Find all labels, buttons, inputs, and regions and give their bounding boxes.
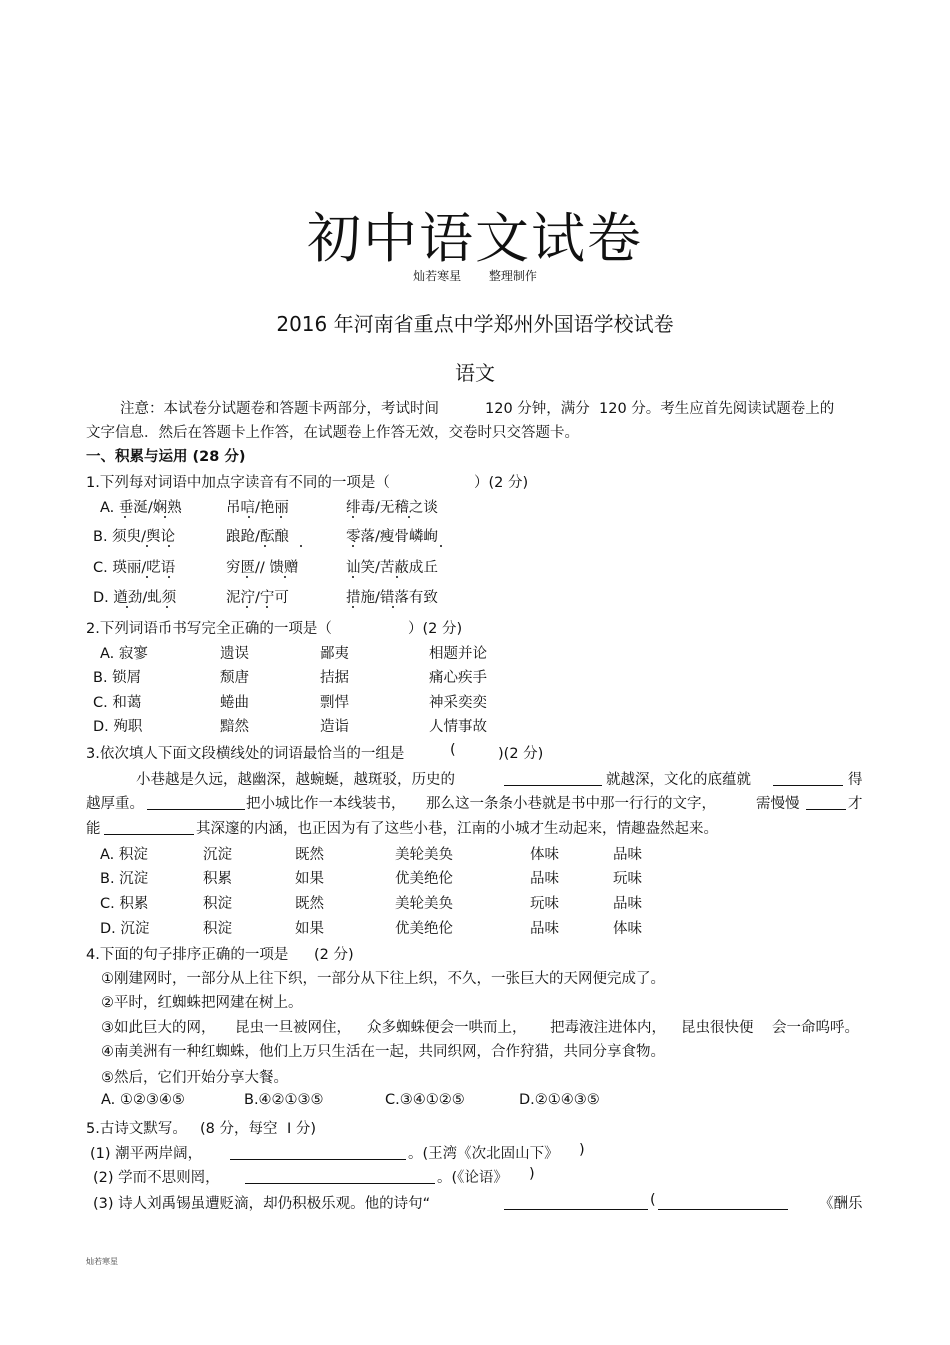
emphasis-dot (146, 545, 148, 547)
q3-b-4: 优美绝伦 (395, 871, 453, 887)
emphasis-dot (264, 545, 266, 547)
q2-stem (86, 617, 886, 637)
q4-stem (86, 943, 886, 963)
q4-s3-e: 昆虫很快便 (681, 1020, 754, 1036)
q4-option-c: C.③④①②⑤ (385, 1092, 465, 1108)
q2-a-4: 相题并论 (429, 646, 487, 662)
q3-p1-b: 就越深，文化的底蕴就 (606, 772, 751, 788)
q3-c-3: 既然 (295, 896, 324, 912)
q4-s3-f: 会一命呜呼。 (772, 1020, 859, 1036)
q2-b-4: 痛心疾手 (429, 670, 487, 686)
notice-text: 注意：本试卷分试题卷和答题卡两部分，考试时间 (120, 401, 439, 417)
q3-para-line-2 (86, 792, 866, 812)
emphasis-dot (408, 516, 410, 518)
emphasis-dot (352, 545, 354, 547)
q2-d-2: 黯然 (220, 719, 249, 735)
q3-option-c (100, 892, 860, 912)
answer-blank[interactable] (245, 1169, 435, 1184)
maker-line (0, 267, 950, 284)
q4-s3-a: ③如此巨大的网， (101, 1020, 216, 1036)
q1-c-3: 讪笑/苦蔽成丘 (346, 560, 438, 576)
q3-para-line-1 (86, 768, 866, 788)
q2-c-3: 剽悍 (320, 695, 349, 711)
q1-a-2: 吊唁/艳丽 (226, 500, 289, 516)
emphasis-dot (246, 576, 248, 578)
q5-stem (86, 1117, 886, 1137)
q3-stem (86, 742, 886, 762)
maker-right: 整理制作 (488, 269, 537, 283)
q2-option-a (100, 642, 860, 662)
q4-options (101, 1092, 861, 1112)
q3-a-6: 品味 (613, 847, 642, 863)
q3-d-5: 品味 (530, 921, 559, 937)
q5-i1-a: (1) 潮平两岸阔， (90, 1146, 203, 1162)
emphasis-dot (280, 516, 282, 518)
q5-i2-b: 。(《论语》 (437, 1170, 508, 1186)
emphasis-dot (168, 576, 170, 578)
q1-d-1: D. 遒劲/虬须 (93, 590, 177, 606)
q1-stem (86, 471, 886, 491)
q3-b-3: 如果 (295, 871, 324, 887)
q3-d-2: 积淀 (203, 921, 232, 937)
q2-c-1: C. 和蔼 (93, 695, 142, 711)
answer-blank[interactable] (504, 1195, 648, 1210)
q3-p1-a: 小巷越是久远，越幽深，越蜿蜒，越斑驳，历史的 (136, 772, 455, 788)
emphasis-dot (392, 606, 394, 608)
q4-sentence-1: ①刚建网时，一部分从上往下织，一部分从下往上织，不久，一张巨大的天网便完成了。 (101, 971, 665, 987)
emphasis-dot (284, 576, 286, 578)
q3-b-2: 积累 (203, 871, 232, 887)
q1-option-d (93, 586, 853, 606)
q5-i3-b: ( (650, 1192, 656, 1208)
emphasis-dot (246, 606, 248, 608)
answer-blank[interactable] (806, 795, 846, 810)
q1-b-1: B. 须臾/舆论 (93, 529, 176, 545)
q3-score: )(2 分) (498, 746, 544, 762)
answer-blank[interactable] (773, 771, 843, 786)
notice-score: 120 分。考生应首先阅读试题卷上的 (599, 401, 835, 417)
q1-c-2: 穷匮// 馈赠 (226, 560, 299, 576)
q3-p2-c: 那么这一条条小巷就是书中那一行行的文字， (426, 796, 716, 812)
q2-c-4: 神采奕奕 (429, 695, 487, 711)
emphasis-dot (440, 545, 442, 547)
q4-sentence-4: ④南美洲有一种红蜘蛛，他们上万只生活在一起，共同织网，合作狩猎，共同分享食物。 (101, 1044, 665, 1060)
exam-title: 2016 年河南省重点中学郑州外国语学校试卷 (276, 312, 674, 336)
answer-blank[interactable] (230, 1145, 406, 1160)
q3-a-4: 美轮美奂 (395, 847, 453, 863)
footer-text: 灿若寒星 (86, 1257, 118, 1266)
q4-sentence-5: ⑤然后，它们开始分享大餐。 (101, 1070, 288, 1086)
q3-a-3: 既然 (295, 847, 324, 863)
q3-c-4: 美轮美奂 (395, 896, 453, 912)
q4-s3-d: 把毒液注进体内， (550, 1020, 666, 1036)
answer-blank[interactable] (504, 771, 602, 786)
emphasis-dot (300, 545, 302, 547)
q3-c-1: C. 积累 (100, 896, 149, 912)
q5-i1-b: 。(王湾《次北固山下》 (408, 1146, 559, 1162)
notice-line-2: 文字信息．然后在答题卡上作答，在试题卷上作答无效，交卷时只交答题卡。 (86, 425, 579, 441)
q1-a-3: 绯毒/无稽之谈 (346, 500, 438, 516)
emphasis-dot (126, 606, 128, 608)
q3-option-d (100, 917, 860, 937)
q2-d-1: D. 殉职 (93, 719, 143, 735)
q2-option-b (93, 666, 853, 686)
q1-option-b (93, 525, 853, 545)
q3-option-a (100, 843, 860, 863)
q3-b-1: B. 沉淀 (100, 871, 149, 887)
q2-b-1: B. 锁屑 (93, 670, 142, 686)
q1-option-c (93, 556, 853, 576)
q3-para-line-3 (86, 817, 866, 837)
q1-d-3: 措施/错落有致 (346, 590, 438, 606)
section-heading: 一、积累与运用 (28 分) (86, 449, 246, 465)
q5-item-3 (93, 1192, 873, 1212)
q1-b-2: 踉跄/酝酿 (226, 529, 289, 545)
q2-score: ）(2 分) (408, 621, 463, 637)
q4-option-a: A. ①②③④⑤ (101, 1092, 185, 1108)
q3-p3-b: 其深邃的内涵，也正因为有了这些小巷，江南的小城才生动起来，情趣盎然起来。 (196, 821, 718, 837)
q1-stem-text: 1.下列每对词语中加点字读音有不同的一项是（ (86, 475, 390, 491)
q3-p3-a: 能 (86, 821, 101, 837)
q4-option-d: D.②①④③⑤ (519, 1092, 600, 1108)
q2-b-3: 拮据 (320, 670, 349, 686)
q2-a-2: 遗误 (220, 646, 249, 662)
q3-p2-a: 越厚重。 (86, 796, 144, 812)
emphasis-dot (146, 576, 148, 578)
q5-i2-a: (2) 学而不思则罔， (93, 1170, 220, 1186)
subject-title: 语文 (455, 361, 495, 385)
q3-c-6: 品味 (613, 896, 642, 912)
q2-c-2: 蜷曲 (220, 695, 249, 711)
q3-p1-c: 得 (848, 772, 863, 788)
q5-stem-text: 5.古诗文默写。 (86, 1121, 187, 1137)
q5-score: (8 分，每空 (200, 1121, 278, 1137)
q2-stem-text: 2.下列词语币书写完全正确的一项是（ (86, 621, 332, 637)
q3-p2-d: 需慢慢 (756, 796, 800, 812)
emphasis-dot (124, 516, 126, 518)
q3-a-5: 体味 (530, 847, 559, 863)
notice-time: 120 分钟，满分 (485, 401, 590, 417)
emphasis-dot (352, 606, 354, 608)
emphasis-dot (266, 606, 268, 608)
q4-sentence-2: ②平时，红蜘蛛把网建在树上。 (101, 995, 303, 1011)
q5-item-2 (93, 1166, 873, 1186)
q2-d-3: 造诣 (320, 719, 349, 735)
q3-c-5: 玩味 (530, 896, 559, 912)
q1-d-2: 泥泞/宁可 (226, 590, 289, 606)
q5-i3-c: 《酬乐 (819, 1196, 863, 1212)
q4-option-b: B.④②①③⑤ (244, 1092, 324, 1108)
q3-score-open: ( (450, 742, 456, 758)
emphasis-dot (168, 545, 170, 547)
q3-d-4: 优美绝伦 (395, 921, 453, 937)
q3-b-5: 品味 (530, 871, 559, 887)
q1-score: ）(2 分) (474, 475, 529, 491)
emphasis-dot (164, 516, 166, 518)
q2-a-1: A. 寂寥 (100, 646, 148, 662)
q3-p2-b: 把小城比作一本线装书， (246, 796, 406, 812)
emphasis-dot (352, 516, 354, 518)
q2-b-2: 颓唐 (220, 670, 249, 686)
q4-sentence-3 (101, 1016, 871, 1036)
q3-d-6: 体味 (613, 921, 642, 937)
q3-d-3: 如果 (295, 921, 324, 937)
q3-b-6: 玩味 (613, 871, 642, 887)
answer-blank[interactable] (147, 795, 245, 810)
q4-score: (2 分) (314, 947, 354, 963)
emphasis-dot (166, 606, 168, 608)
q3-c-2: 积淀 (203, 896, 232, 912)
q2-a-3: 鄙夷 (320, 646, 349, 662)
q3-a-2: 沉淀 (203, 847, 232, 863)
q5-score-2: I 分) (287, 1121, 317, 1137)
q3-stem-text: 3.依次填人下面文段横线处的词语最恰当的一组是 (86, 746, 405, 762)
answer-blank[interactable] (658, 1195, 788, 1210)
q3-p2-e: 才 (848, 796, 863, 812)
q1-a-1: A. 垂涎/娴熟 (100, 500, 182, 516)
q5-i2-c: ) (529, 1166, 535, 1182)
q4-s3-c: 众多蜘蛛便会一哄而上， (367, 1020, 527, 1036)
q5-i3-a: (3) 诗人刘禹锡虽遭贬滴，却仍积极乐观。他的诗句“ (93, 1196, 431, 1212)
q3-a-1: A. 积淀 (100, 847, 148, 863)
q2-d-4: 人情事故 (429, 719, 487, 735)
q3-d-1: D. 沉淀 (100, 921, 150, 937)
document-title: 初中语文试卷 (307, 207, 643, 270)
emphasis-dot (352, 576, 354, 578)
q4-s3-b: 昆虫一旦被网住， (235, 1020, 351, 1036)
q3-option-b (100, 867, 860, 887)
answer-blank[interactable] (104, 820, 194, 835)
q4-stem-text: 4.下面的句子排序正确的一项是 (86, 947, 289, 963)
maker-left: 灿若寒星 (413, 269, 462, 283)
q1-b-3: 零落/瘦骨嶙峋 (346, 529, 438, 545)
q2-option-d (93, 715, 853, 735)
q2-option-c (93, 691, 853, 711)
q5-item-1 (90, 1142, 870, 1162)
q5-i1-c: ) (579, 1142, 585, 1158)
emphasis-dot (248, 516, 250, 518)
notice-line-1 (120, 397, 880, 417)
q1-option-a (100, 496, 860, 516)
q1-c-1: C. 瑛丽/呓语 (93, 560, 176, 576)
emphasis-dot (396, 576, 398, 578)
